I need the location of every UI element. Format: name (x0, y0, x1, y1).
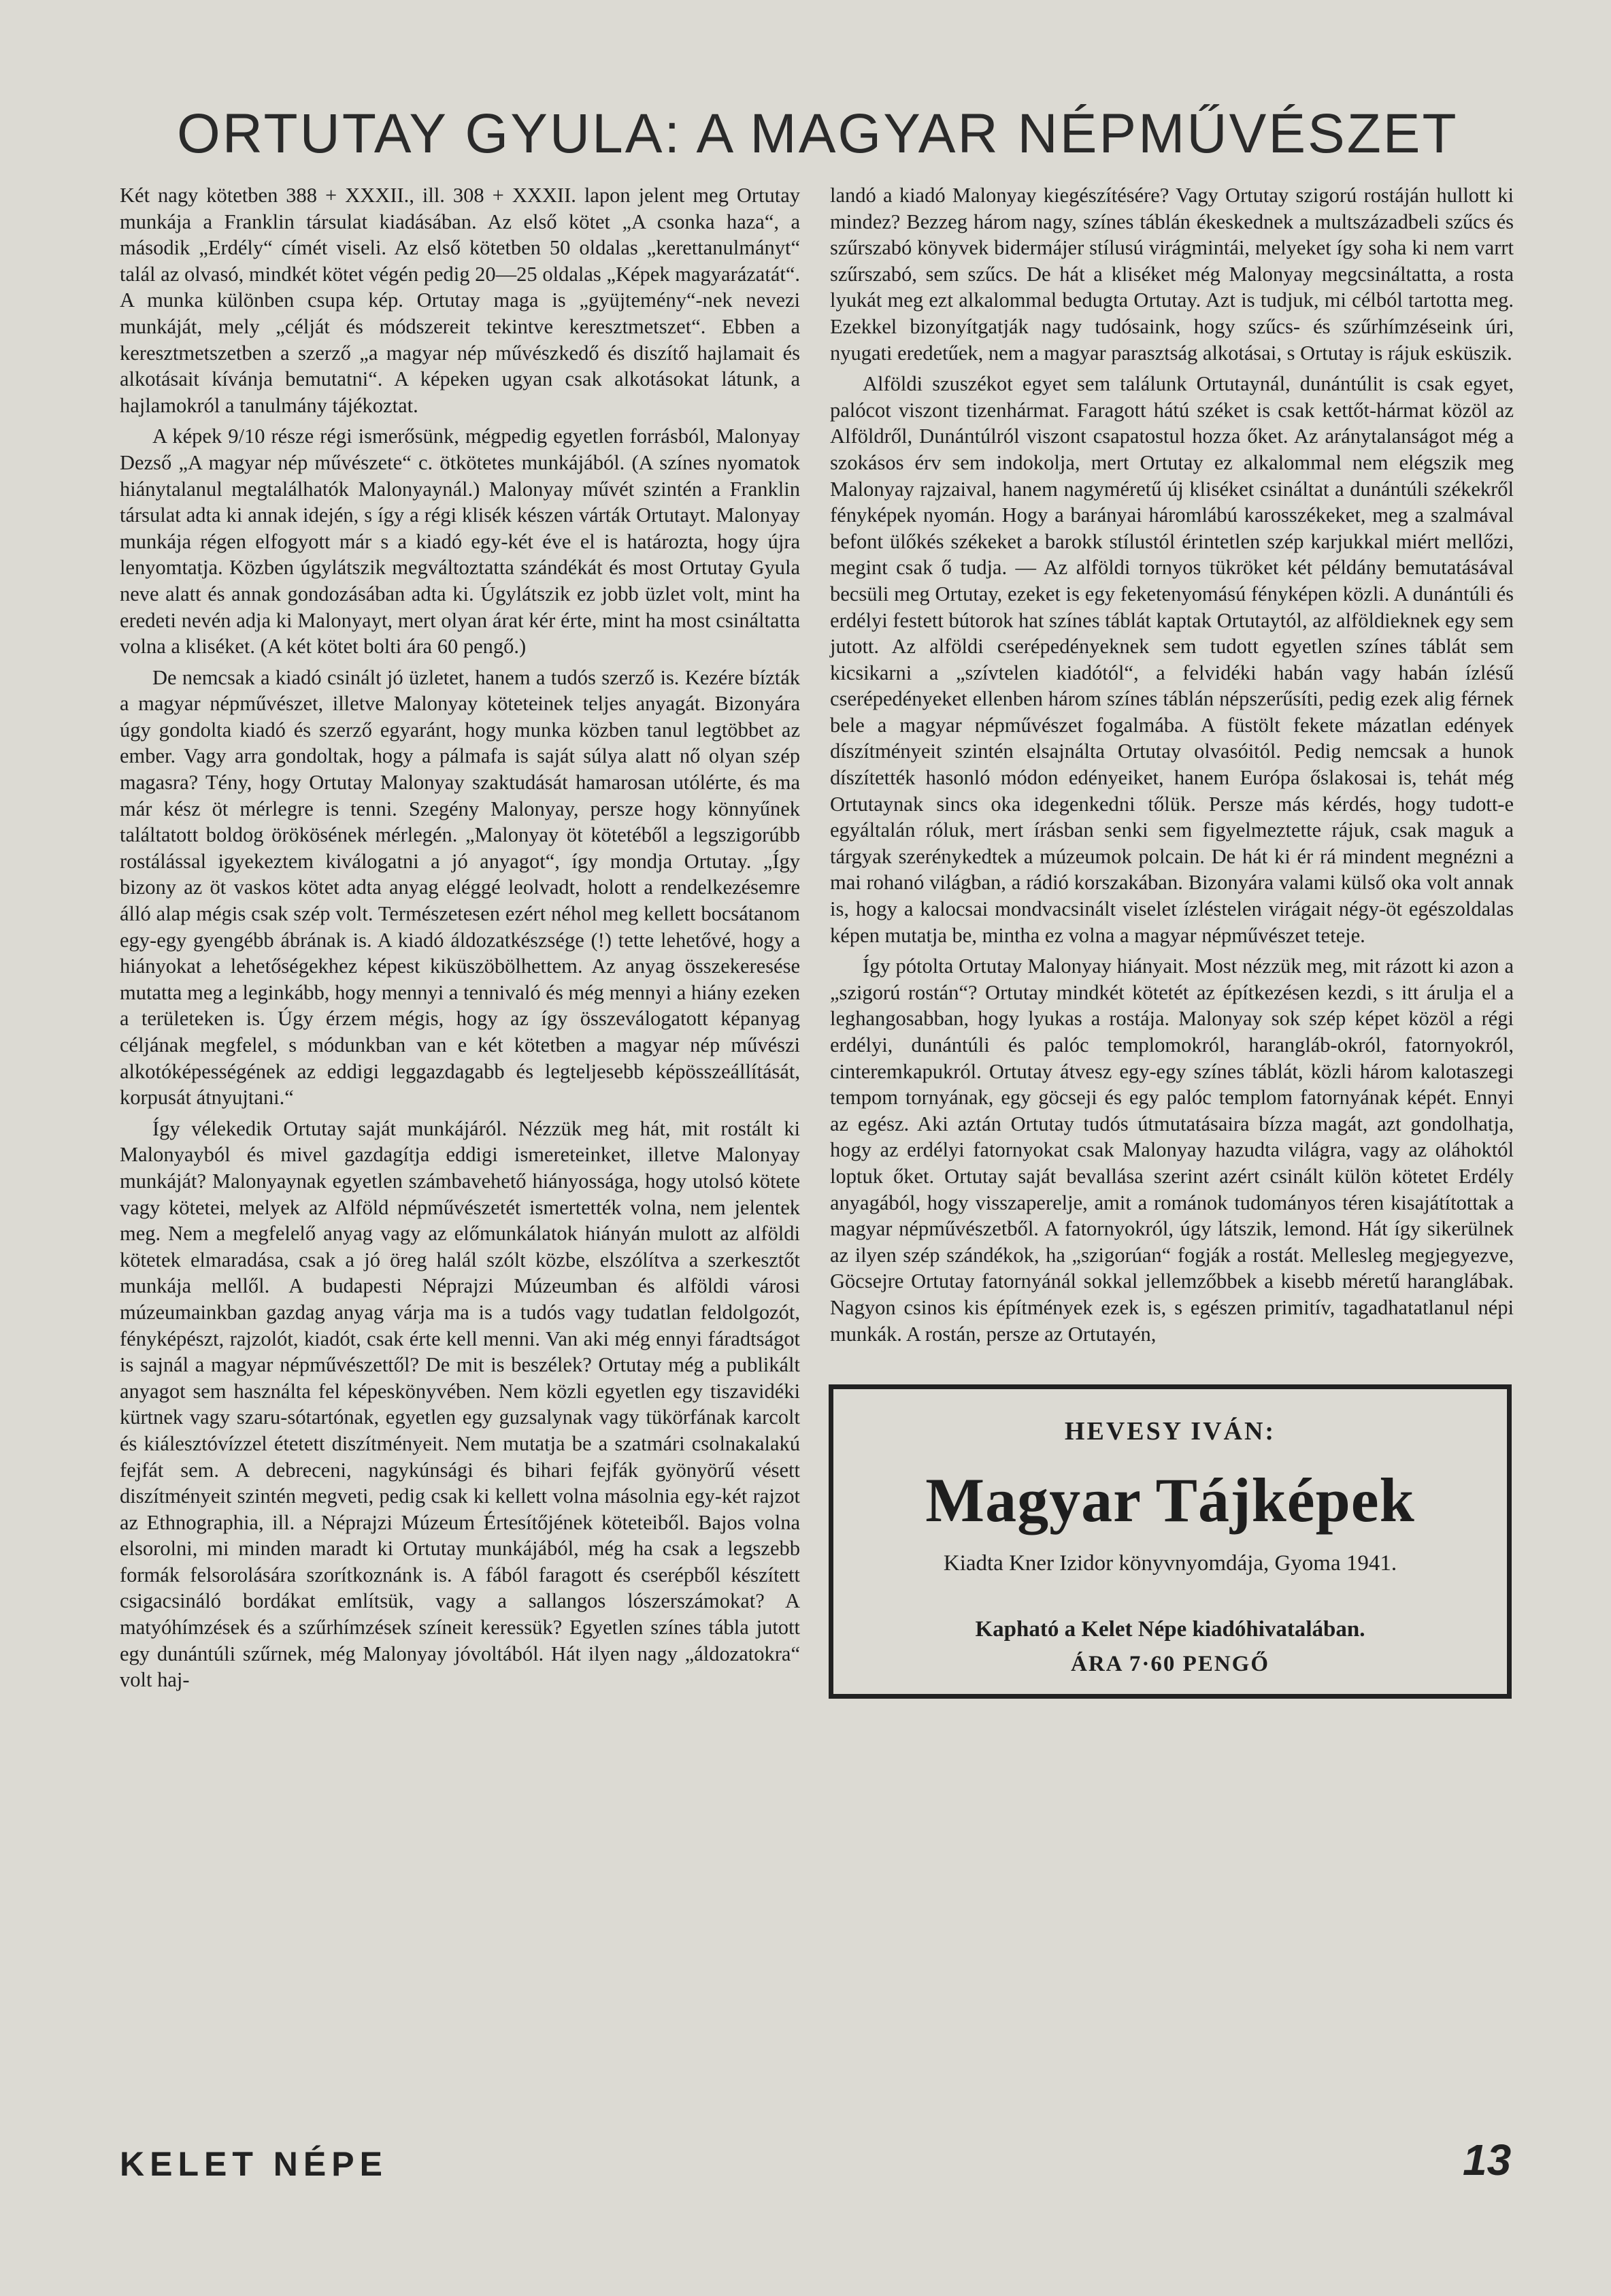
left-column (120, 182, 800, 2135)
ad-author: HEVESY IVÁN: (1064, 1417, 1276, 1446)
magazine-name: KELET NÉPE (120, 2145, 388, 2183)
book-advertisement (829, 1384, 1512, 1699)
paragraph: landó a kiadó Malonyay kiegészítésére? Vagy Ortutay szigorú rostáján hullott ki mindez? Bezzeg három nagy, színes táblán ékeskednek a multszázadbeli szűcs és szűrszabó könyvek bidermájer stílusú virágmintái, melyeket így soha ki nem varrt szűrszabó, sem szűcs. De hát a kliséket még Malonyay megcsináltatta, a rosta lyukát meg ezt alkalommal bedugta Ortutay. Azt is tudjuk, mi célból tartotta meg. Ezekkel bizonyítgatják nagy tudósaink, hogy szűcs- és szűrhímzéseink úri, nyugati eredetűek, nem a magyar parasztság alkotásai, s Ortutay is rájuk esküszik. (830, 184, 1514, 365)
ad-publisher: Kiadta Kner Izidor könyvnyomdája, Gyoma 1941. (943, 1551, 1397, 1576)
right-column (830, 182, 1514, 1346)
paragraph: A képek 9/10 része régi ismerősünk, mégpedig egyetlen forrásból, Malonyay Dezső „A magyar nép művészete“ c. ötkötetes munkájából. (A színes nyomatok hiánytalanul megtalálhatók Malonyaynál.) Malonyay művét szintén a Franklin társulat adta ki annak idején, s így a régi klisék készen várták Ortutayt. Malonyay munkája régen elfogyott már s a kiadó egy-két éve el is határozta, hogy újra lenyomtatja. Közben úgylátszik megváltoztatta szándékát és most Ortutay Gyula neve alatt és annak gondozásában adta ki. Úgylátszik ez jobb üzlet volt, mint ha eredeti nevén adja ki Malonyayt, mert olyan árat kér érte, mint ha most csináltatta volna a kliséket. (A két kötet bolti ára 60 pengő.) (120, 425, 800, 659)
paragraph: Alföldi szuszékot egyet sem találunk Ortutaynál, dunántúlit is csak egyet, palócot viszont tizenhármat. Faragott hátú széket is csak kettőt-hármat közöl az Alföldről, Dunántúlról viszont csapatostul hozza őket. Az aránytalanságot még a szokásos érv sem indokolja, mert Ortutay ez alkalommal nem elégszik meg Malonyay rajzaival, hanem nagyméretű új kliséket csináltat a dunántúli székekről fényképek nyomán. Hogy a barányai háromlábú karosszékeket, meg a szalmával befont ülőkés székeket a barokk stílustól érintetlen szép karjukkal miért mellőzi, megint csak ő tudja. — Az alföldi tornyos tükröket két példány bemutatásával becsüli meg Ortutay, ezeket is egy feketenyomású fényképen közli. A dunántúli és erdélyi festett bútorok hat színes táblát kaptak Ortutaytól, az alföldieknek egy sem jutott. Az alföldi cserépedényeknek sem tudott egyetlen színes táblát sem kicsikarni a „szívtelen kiadótól“, a felvidéki habán vagy habán ízlésű cserépedényeket ellenben három színes táblán népszerűsíti, pedig ezek alig férnek bele a magyar népművészet fogalmába. A füstölt fekete mázatlan edények díszítményeit szintén elsajnálta Ortutay olvasóitól. Pedig nemcsak a hunok díszítették hasonló módon edényeiket, hanem Európa őslakosai is, tehát még Ortutaynak sincs oka idegenkedni tőlük. Persze más kérdés, hogy tudott-e egyáltalán róluk, mert írásban senki sem figyelmeztette rájuk, csak maguk a tárgyak szerénykedtek a múzeumok polcain. De hát ki ér rá mindent megnézni a mai rohanó világban, a rádió korszakában. Bizonyára valami külső oka volt annak is, hogy a kalocsai mondvacsinált viselet ízléstelen virágait négy-öt egészoldalas képen mutatja be, mintha ez volna a magyar népművészet teteje. (830, 372, 1514, 947)
ad-price: ÁRA 7·60 PENGŐ (1070, 1652, 1270, 1676)
paragraph: Így pótolta Ortutay Malonyay hiányait. Most nézzük meg, mit rázott ki azon a „szigorú rostán“? Ortutay mindkét kötetét az építkezésen kezdi, s itt árulja el a leghangosabban, hogy lyukas a rostája. Malonyay sok szép képet közöl a régi erdélyi, dunántúli és palóc templomokról, harangláb-okról, fatornyokról, cinteremkapukról. Ortutay átvesz egy-egy színes táblát, közli három kalotaszegi tempom tornyának, egy göcseji és egy palóc templom fatornyának képét. Ennyi az egész. Aki aztán Ortutay tudós útmutatásaira bízza magát, azt gondolhatja, hogy az erdélyi fatornyokat csak Malonyay hazudta világra, vagy az oláhoktól loptuk őket. Ortutay saját bevallása szerint azért csinált külön kötetet Erdély anyagából, hogy visszaperelje, amit a románok tudományos téren kisajátítottak a magyar népművészetből. A fatornyokról, úgy látszik, lemond. Hát így sikerülnek az ilyen szép szándékok, ha „szigorúan“ fogják a rostát. Mellesleg megjegyezve, Göcsejre Ortutay fatornyánál sokkal jellemzőbbek a kisebb méretű haranglábak. Nagyon csinos kis építmények ezek is, s egészen primitív, tagadhatatlanul népi munkák. A rostán, persze az Ortutayén, (830, 954, 1514, 1346)
paragraph: Így vélekedik Ortutay saját munkájáról. Nézzük meg hát, mit rostált ki Malonyayból és mivel gazdagítja eddigi ismereteinket, illetve Malonyay munkáját? Malonyaynak egyetlen számbavehető hiányossága, hogy utolsó kötete vagy kötetei, melyek az Alföld népművészetét ismertették volna, nem jelentek meg. Nem a megfelelő anyag vagy az előmunkálatok hiányán mulott az alföldi kötetek elmaradása, csak a jó öreg halál szólt közbe, elszólítva a szerkesztőt munkája mellől. A budapesti Néprajzi Múzeumban és alföldi városi múzeumainkban gazdag anyag várja ma is a tudós vagy tudatlan feldolgozót, fényképészt, rajzolót, kiadót, csak érte kell menni. Van aki még ennyi fáradtságot is sajnál a magyar népművészettől? De mit is beszélek? Ortutay még a publikált anyagot sem használta fel képeskönyvében. Nem közli egyetlen egy tiszavidéki kürtnek vagy szaru-sótartónak, egyetlen egy guzsalynak vagy tükörfának karcolt és kiálesztóvízzel étetett diszítményeit. Nem mutatja be a szatmári csolnakalakú fejfát sem. A debreceni, nagykúnsági és bihari fejfák gyönyörű vésett diszítményeit szintén megveti, pedig csak ki kellett volna másolnia egy-két rajzot az Ethnographia, ill. a Néprajzi Múzeum Értesítőjének köteteiből. Bajos volna elsorolni, mi minden maradt ki Ortutay munkájából, még ha csak a legszebb formák felsorolására szorítkoznánk is. A fából faragott és cserépből készített csigacsináló bordákat említsük, vagy a sallangos lószerszámokat? A matyóhímzések és a szűrhímzések színeit keressük? Egyetlen színes tábla jutott egy dunántúli szűrnek, még Malonyay jóvoltából. Hát ilyen nagy „áldozatokra“ volt haj- (120, 1116, 800, 1692)
paragraph: De nemcsak a kiadó csinált jó üzletet, hanem a tudós szerző is. Kezére bízták a magyar népművészet, illetve Malonyay köteteinek teljes anyagát. Bizonyára úgy gondolta kiadó és szerző egyaránt, hogy munka közben tanul legtöbbet az ember. Vagy arra gondoltak, hogy a pálmafa is saját súlya alatt nő olyan szép magasra? Tény, hogy Ortutay Malonyay szaktudását hamarosan utólérte, és ma már kész öt mérlegre is tenni. Szegény Malonyay, persze hogy könnyűnek találtatott boldog örökösének mérlegén. „Malonyay öt kötetéből a legszigorúbb rostálással igyekeztem kiválogatni a jó anyagot“, így mondja Ortutay. „Így bizony az öt vaskos kötet adta anyag eléggé leolvadt, holott a rendelkezésemre álló alap mégis csak szép volt. Természetesen ezért néhol meg kellett bocsátanom egy-egy gyengébb ábrának is. A kiadó áldozatkészsége (!) tette lehetővé, hogy a hiányokat a lehetőségekhez képest kiküszöbölhettem. Az anyag összekeresése mutatta meg a leginkább, hogy mennyi a tennivaló és még mennyi a hiány ezeken a területeken is. Úgy érzem mégis, hogy az így összeválogatott képanyag céljának megfelel, s módunkban van e két kötetben a magyar nép művészi alkotóképességének az eddigi leggazdagabb és legteljesebb képösszeállítását, korpusát átnyujtani.“ (120, 665, 800, 1110)
page-number: 13 (1463, 2135, 1512, 2184)
ad-book-title: Magyar Tájképek (925, 1465, 1415, 1535)
paragraph: Két nagy kötetben 388 + XXXII., ill. 308 + XXXII. lapon jelent meg Ortutay munkája a Franklin társulat kiadásában. Az első kötet „A csonka haza“, a második „Erdély“ címét viseli. Az első kötetben 50 oldalas „kerettanulmányt“ talál az olvasó, mindkét kötet végén pedig 20—25 oldalas „Képek magyarázatát“. A munka különben csupa kép. Ortutay maga is „gyüjtemény“-nek nevezi munkáját, mely „célját és módszereit tekintve keresztmetszet“. Ebben a keresztmetszetben a szerző „a magyar nép művészkedő és diszítő hajlamait és alkotásait kívánja bemutatni“. A képeken ugyan csak alkotásokat látunk, a hajlamokról a tanulmány tájékoztat. (120, 184, 800, 417)
article-title: ORTUTAY GYULA: A MAGYAR NÉPMŰVÉSZET (177, 103, 1459, 165)
ad-availability: Kapható a Kelet Népe kiadóhivatalában. (975, 1617, 1365, 1642)
